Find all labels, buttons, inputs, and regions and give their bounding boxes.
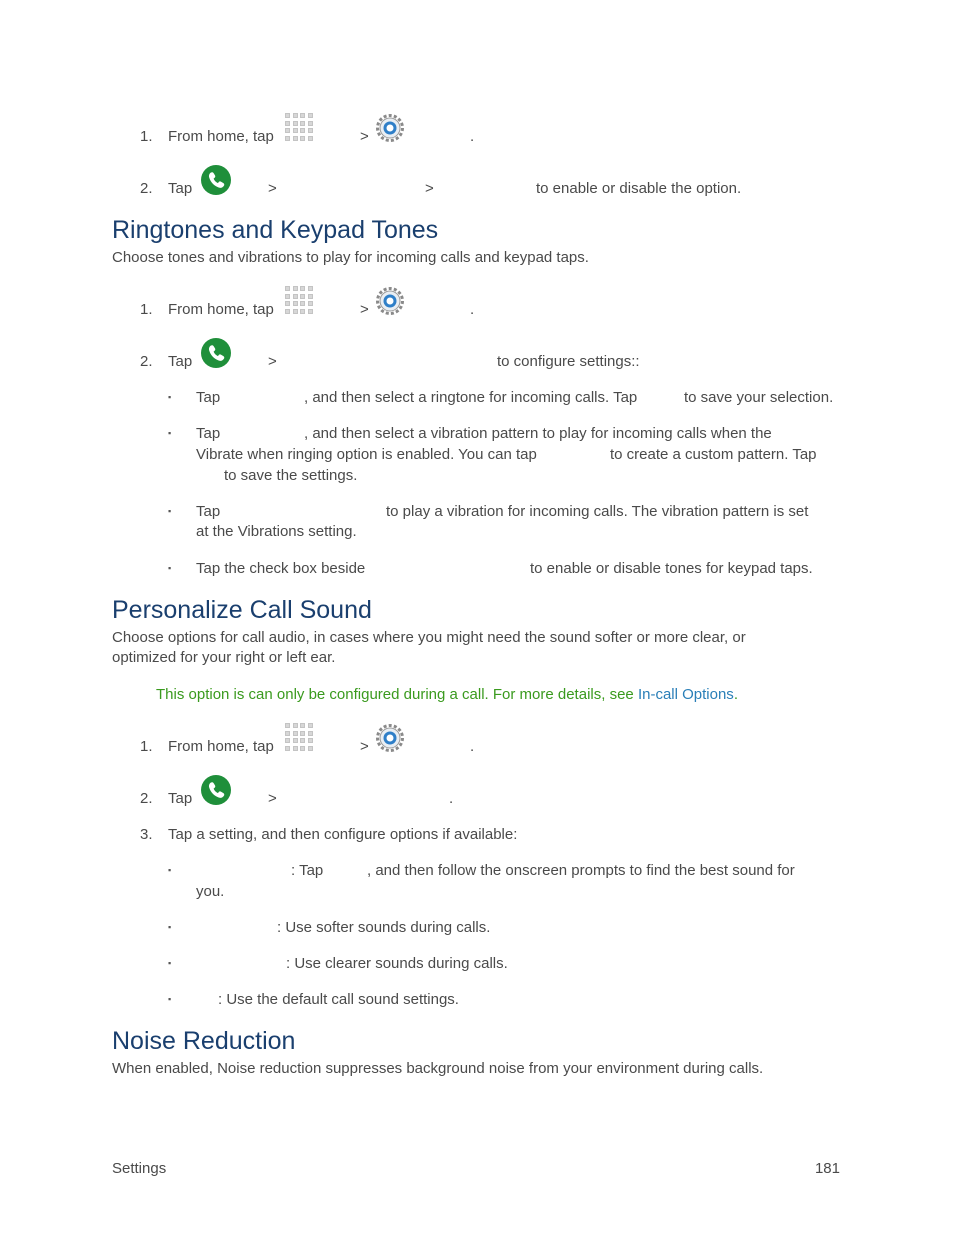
step-text: Tap [168, 353, 193, 370]
settings-gear-icon [375, 723, 405, 753]
step-text: From home, tap [168, 738, 274, 755]
bullet-text: to create a custom pattern. Tap [610, 446, 817, 463]
bullet-text: to play a vibration for incoming calls. The vibration pattern is set [386, 503, 809, 520]
bullet-text: , and then follow the onscreen prompts to find the best sound for [367, 862, 795, 879]
bullet-marker: ▪ [168, 958, 172, 968]
phone-icon [200, 774, 232, 806]
separator: > [268, 353, 277, 370]
bullet-marker: ▪ [168, 922, 172, 932]
bullet-text: Tap [196, 389, 221, 406]
page-number: 181 [814, 1160, 840, 1177]
section-description: optimized for your right or left ear. [112, 649, 336, 666]
section-description: When enabled, Noise reduction suppresses background noise from your environment during calls. [112, 1060, 764, 1077]
footer-section: Settings [112, 1160, 167, 1177]
step-end: . [470, 738, 475, 755]
bullet-text: to enable or disable tones for keypad taps. [530, 560, 813, 577]
section-description: Choose tones and vibrations to play for incoming calls and keypad taps. [112, 249, 589, 266]
step-number: 1. [140, 128, 153, 145]
step-number: 1. [140, 738, 153, 755]
bullet-text: you. [196, 883, 225, 900]
step-number: 1. [140, 301, 153, 318]
step-end: to configure settings:: [497, 353, 640, 370]
section-title-ringtones: Ringtones and Keypad Tones [112, 216, 439, 244]
bullet-text: : Use clearer sounds during calls. [286, 955, 508, 972]
bullet-marker: ▪ [168, 428, 172, 438]
section-title-noise: Noise Reduction [112, 1027, 296, 1055]
bullet-marker: ▪ [168, 392, 172, 402]
step-text: From home, tap [168, 301, 274, 318]
separator: > [360, 738, 369, 755]
section-description: Choose options for call audio, in cases where you might need the sound softer or more clear, or [112, 629, 746, 646]
separator: > [425, 180, 434, 197]
bullet-text: Vibrate when ringing option is enabled. You can tap [196, 446, 537, 463]
bullet-text: to save your selection. [684, 389, 834, 406]
step-number: 2. [140, 353, 153, 370]
settings-gear-icon [375, 113, 405, 143]
step-number: 3. [140, 826, 153, 843]
step-number: 2. [140, 790, 153, 807]
note-text: This option is can only be configured during a call. For more details, see [156, 686, 634, 703]
note [156, 684, 738, 705]
separator: > [360, 301, 369, 318]
step-end: . [470, 128, 475, 145]
bullet-text: : Use the default call sound settings. [218, 991, 459, 1008]
section-title-personalize: Personalize Call Sound [112, 596, 372, 624]
phone-icon [200, 164, 232, 196]
step-end: to enable or disable the option. [536, 180, 742, 197]
separator: > [268, 790, 277, 807]
step-end: . [449, 790, 454, 807]
bullet-text: Tap the check box beside [196, 560, 366, 577]
step-end: . [470, 301, 475, 318]
phone-icon [200, 337, 232, 369]
bullet-text: : Use softer sounds during calls. [277, 919, 491, 936]
step-text: From home, tap [168, 128, 274, 145]
step-text: Tap [168, 180, 193, 197]
note-end: . [733, 686, 738, 703]
separator: > [360, 128, 369, 145]
bullet-text: : Tap [291, 862, 324, 879]
bullet-marker: ▪ [168, 865, 172, 875]
bullet-text: Tap [196, 503, 221, 520]
settings-gear-icon [375, 286, 405, 316]
bullet-text: , and then select a ringtone for incoming calls. Tap [304, 389, 638, 406]
bullet-text: at the Vibrations setting. [196, 523, 357, 540]
step-text: Tap a setting, and then configure options if available: [168, 826, 518, 843]
apps-grid-icon [285, 112, 313, 142]
apps-grid-icon [285, 722, 313, 752]
step-number: 2. [140, 180, 153, 197]
bullet-marker: ▪ [168, 506, 172, 516]
separator: > [268, 180, 277, 197]
bullet-marker: ▪ [168, 994, 172, 1004]
apps-grid-icon [285, 285, 313, 315]
in-call-options-link[interactable]: In-call Options [637, 686, 734, 703]
bullet-text: Tap [196, 425, 221, 442]
step-text: Tap [168, 790, 193, 807]
bullet-text: , and then select a vibration pattern to play for incoming calls when the [304, 425, 772, 442]
bullet-text: to save the settings. [224, 467, 358, 484]
bullet-marker: ▪ [168, 563, 172, 573]
